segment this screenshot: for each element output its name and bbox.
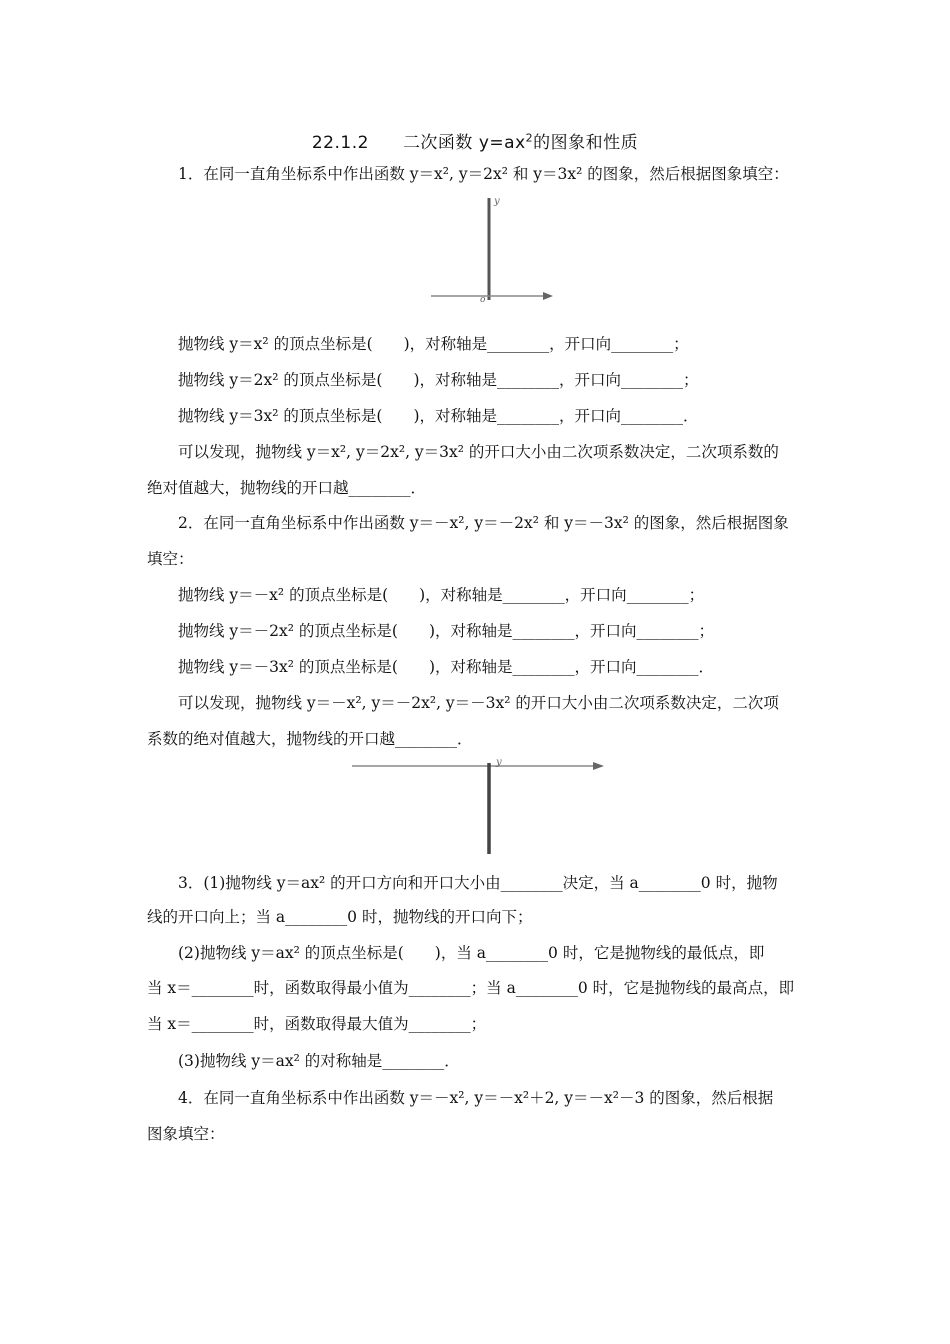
q1-line-2: 抛物线 y＝2x² 的顶点坐标是( )，对称轴是________，开口向________； bbox=[178, 371, 699, 389]
graph2-coordinate-axes bbox=[350, 757, 610, 857]
q3-part3: (3)抛物线 y＝ax² 的对称轴是________． bbox=[178, 1052, 460, 1070]
q1-line-3: 抛物线 y＝3x² 的顶点坐标是( )，对称轴是________，开口向________． bbox=[178, 407, 699, 425]
q3-part2-line-b: 当 x＝________时，函数取得最小值为________；当 a________0 时，它是抛物线的最高点，即 bbox=[147, 979, 795, 997]
graph1-y-label: y bbox=[494, 196, 500, 207]
q2-line-2: 抛物线 y＝－2x² 的顶点坐标是( )，对称轴是________，开口向________； bbox=[178, 622, 715, 640]
q2-conclusion-2: 系数的绝对值越大，抛物线的开口越________． bbox=[147, 730, 473, 748]
q2-line-3: 抛物线 y＝－3x² 的顶点坐标是( )，对称轴是________，开口向________． bbox=[178, 658, 715, 676]
q1-conclusion-2: 绝对值越大，抛物线的开口越________． bbox=[147, 479, 427, 497]
graph1-origin-label: o bbox=[480, 295, 486, 305]
q2-intro-2: 填空： bbox=[147, 550, 194, 568]
section-number: 22.1.2 bbox=[311, 133, 369, 153]
q1-conclusion-1: 可以发现，抛物线 y＝x², y＝2x², y＝3x² 的开口大小由二次项系数决定，二次项系数的 bbox=[178, 443, 779, 461]
q2-line-1: 抛物线 y＝－x² 的顶点坐标是( )，对称轴是________，开口向________； bbox=[178, 586, 705, 604]
graph2-y-label: y bbox=[496, 757, 502, 768]
q3-part1-line-b: 线的开口向上；当 a________0 时，抛物线的开口向下； bbox=[147, 908, 533, 926]
q3-part2-line-c: 当 x＝________时，函数取得最大值为________； bbox=[147, 1015, 487, 1033]
graph1-coordinate-axes bbox=[425, 192, 560, 307]
title-text-before: 二次函数 y=ax bbox=[402, 133, 526, 153]
q3-part2-line-a: (2)抛物线 y＝ax² 的顶点坐标是( )，当 a________0 时，它是抛物线的最低点，即 bbox=[178, 944, 765, 962]
q2-conclusion-1: 可以发现，抛物线 y＝－x², y＝－2x², y＝－3x² 的开口大小由二次项系数决定，二次项 bbox=[178, 694, 779, 712]
page-title bbox=[0, 128, 950, 153]
q4-intro-2: 图象填空： bbox=[147, 1125, 225, 1143]
q3-part1-line-a: 3．(1)抛物线 y＝ax² 的开口方向和开口大小由________决定，当 a________0 时，抛物 bbox=[178, 874, 778, 892]
title-superscript: 2 bbox=[525, 131, 534, 145]
q1-line-1: 抛物线 y＝x² 的顶点坐标是( )，对称轴是________，开口向________； bbox=[178, 335, 689, 353]
q2-intro-1: 2．在同一直角坐标系中作出函数 y＝－x², y＝－2x² 和 y＝－3x² 的图象，然后根据图象 bbox=[178, 514, 789, 532]
title-text-after: 的图象和性质 bbox=[533, 133, 639, 153]
q1-intro: 1．在同一直角坐标系中作出函数 y＝x², y＝2x² 和 y＝3x² 的图象，然后根据图象填空： bbox=[178, 165, 789, 183]
q4-intro-1: 4．在同一直角坐标系中作出函数 y＝－x², y＝－x²＋2, y＝－x²－3 的图象，然后根据 bbox=[178, 1089, 774, 1107]
